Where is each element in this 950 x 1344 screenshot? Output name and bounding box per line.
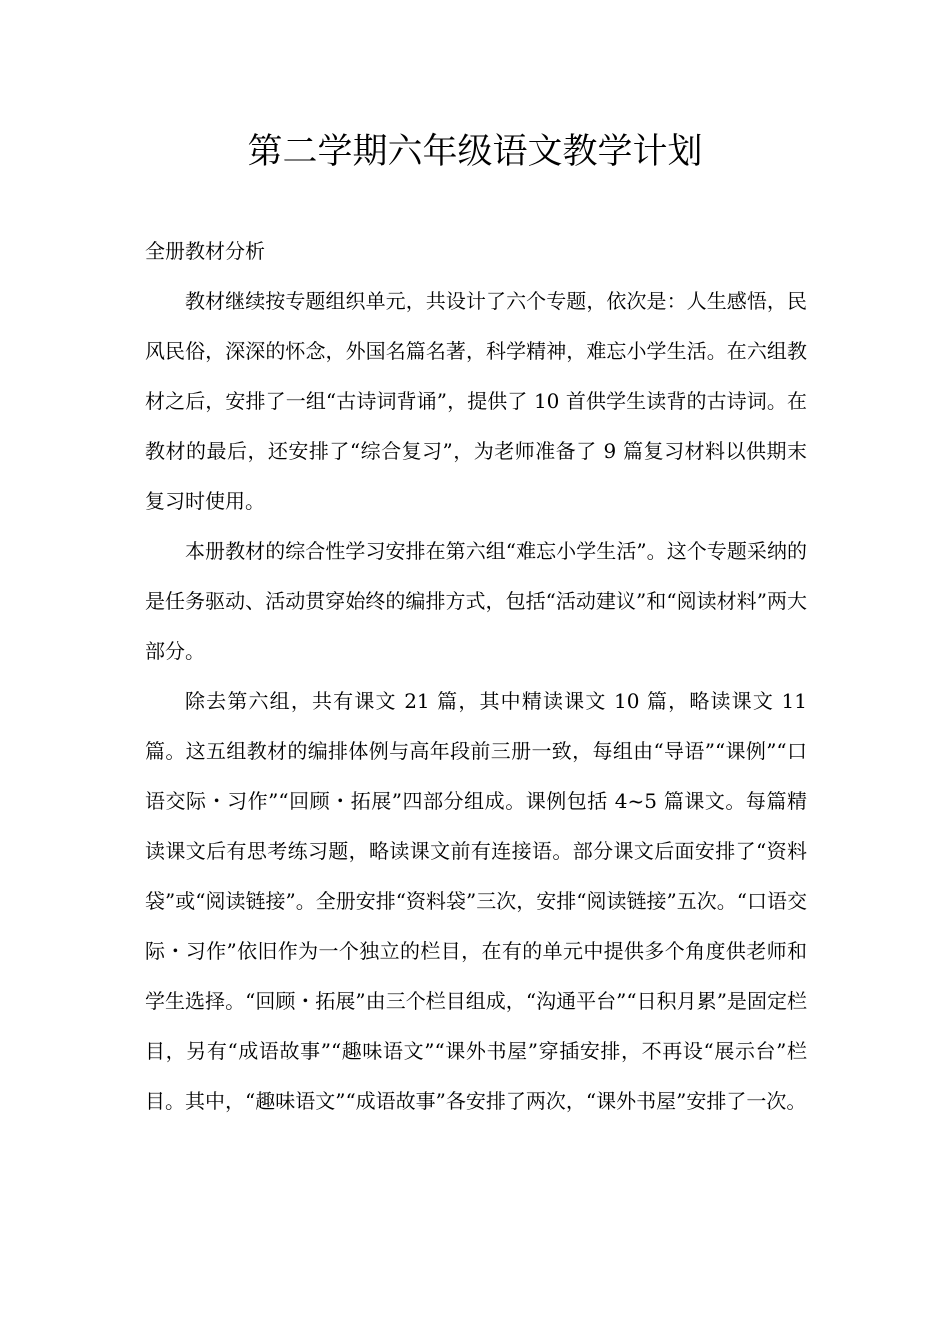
paragraph-2: 本册教材的综合性学习安排在第六组“难忘小学生活”。这个专题采纳的是任务驱动、活动贯穿始终的编排方式，包括“活动建议”和“阅读材料”两大部分。	[145, 539, 807, 663]
document-title: 第二学期六年级语文教学计划	[247, 132, 703, 172]
document-body	[145, 226, 807, 1126]
section-heading: 全册教材分析	[145, 239, 265, 263]
paragraph-1: 教材继续按专题组织单元，共设计了六个专题，依次是：人生感悟，民风民俗，深深的怀念，外国名篇名著，科学精神，难忘小学生活。在六组教材之后，安排了一组“古诗词背诵”，提供了 10 首供学生读背的古诗词。在教材的最后，还安排了“综合复习”，为老师准备了 9 篇复习材料以供期末复习时使用。	[145, 289, 807, 513]
paragraph-3: 除去第六组，共有课文 21 篇，其中精读课文 10 篇，略读课文 11 篇。这五组教材的编排体例与高年段前三册一致，每组由“导语”“课例”“口语交际・习作”“回顾・拓展”四部分组成。课例包括 4~5 篇课文。每篇精读课文后有思考练习题，略读课文前有连接语。部分课文后面安排了“资料袋”或“阅读链接”。全册安排“资料袋”三次，安排“阅读链接”五次。“口语交际・习作”依旧作为一个独立的栏目，在有的单元中提供多个角度供老师和学生选择。“回顾・拓展”由三个栏目组成，“沟通平台”“日积月累”是固定栏目，另有“成语故事”“趣味语文”“课外书屋”穿插安排，不再设“展示台”栏目。其中，“趣味语文”“成语故事”各安排了两次，“课外书屋”安排了一次。	[145, 689, 807, 1113]
